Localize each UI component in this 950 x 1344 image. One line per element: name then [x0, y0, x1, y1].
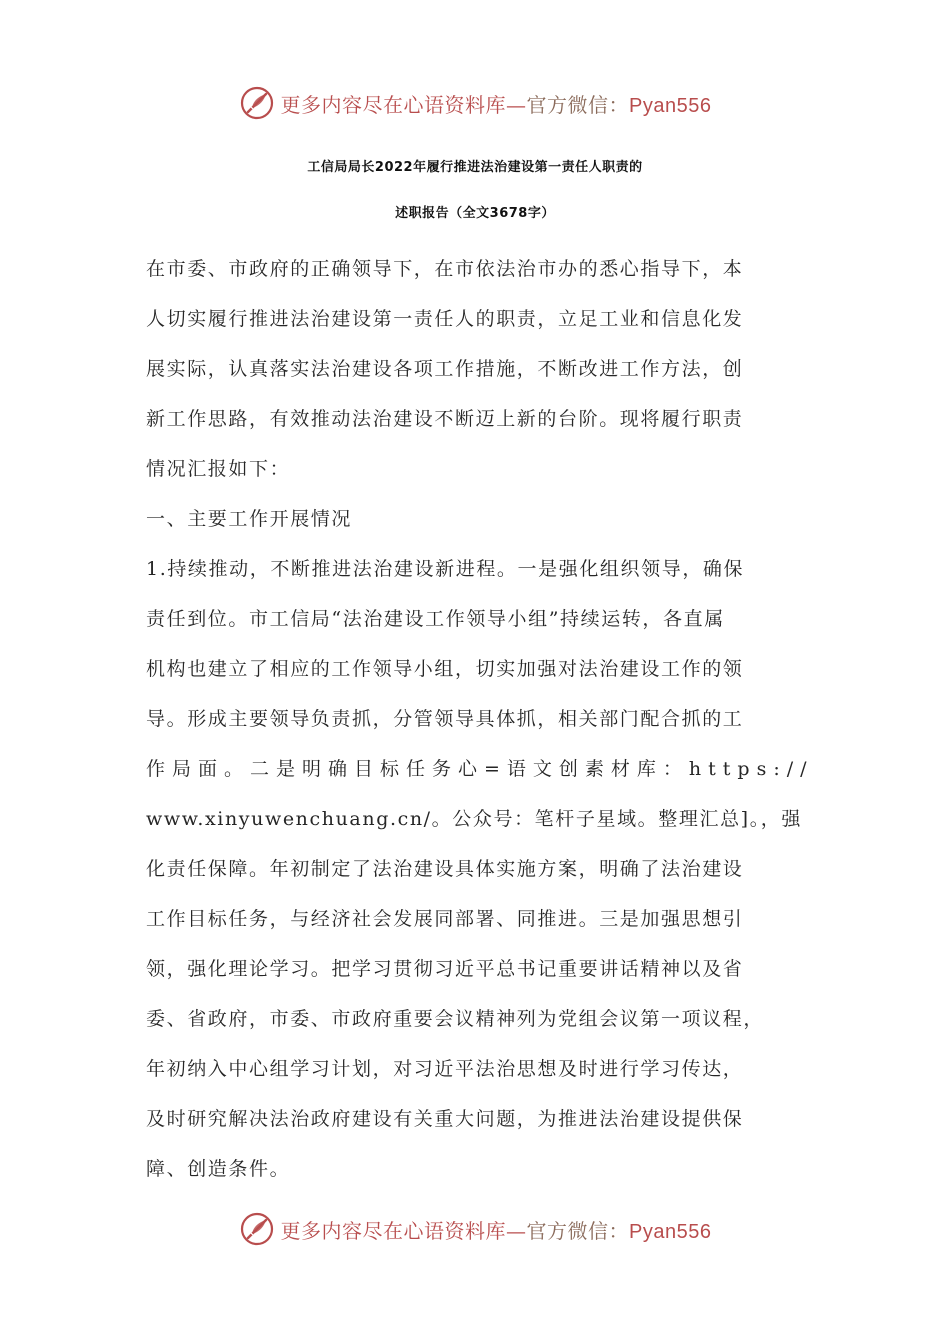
body-line: 障、创造条件。: [146, 1158, 291, 1180]
body-line: 及时研究解决法治政府建设有关重大问题，为推进法治建设提供保: [146, 1108, 744, 1130]
document-title-line-2: 述职报告（全文3678字）: [395, 206, 555, 221]
body-line: 人切实履行推进法治建设第一责任人的职责，立足工业和信息化发: [146, 308, 744, 330]
banner-sub-text: 官方微信：: [526, 92, 630, 117]
body-line: 化责任保障。年初制定了法治建设具体实施方案，明确了法治建设: [146, 858, 744, 880]
body-line: 工作目标任务，与经济社会发展同部署、同推进。三是加强思想引: [146, 908, 744, 930]
header-banner: [0, 83, 950, 123]
section-heading: 一、主要工作开展情况: [146, 508, 353, 530]
body-line: www.xinyuwenchuang.cn/。公众号：笔杆子星域。整理汇总]。，强: [146, 808, 802, 830]
banner-separator: —: [506, 92, 527, 117]
body-line: 领，强化理论学习。把学习贯彻习近平总书记重要讲话精神以及省: [146, 958, 744, 980]
feather-quill-logo-icon: [239, 85, 275, 121]
body-line: 情况汇报如下：: [146, 458, 291, 480]
banner-main-text: 更多内容尽在心语资料库: [280, 1218, 507, 1243]
body-line: 委、省政府，市委、市政府重要会议精神列为党组会议第一项议程，: [146, 1008, 765, 1030]
body-line: 导。形成主要领导负责抓，分管领导具体抓，相关部门配合抓的工: [146, 708, 744, 730]
body-line: 年初纳入中心组学习计划，对习近平法治思想及时进行学习传达，: [146, 1058, 744, 1080]
banner-separator: —: [506, 1218, 527, 1243]
banner-wechat-id: Pyan556: [629, 1220, 712, 1243]
body-line: 机构也建立了相应的工作领导小组，切实加强对法治建设工作的领: [146, 658, 744, 680]
banner-main-text: 更多内容尽在心语资料库: [280, 92, 507, 117]
body-line: 作局面。二是明确目标任务心=语文创素材库：https://: [146, 758, 814, 780]
body-line: 在市委、市政府的正确领导下，在市依法治市办的悉心指导下，本: [146, 258, 744, 280]
body-line: 展实际，认真落实法治建设各项工作措施，不断改进工作方法，创: [146, 358, 744, 380]
body-line: 新工作思路，有效推动法治建设不断迈上新的台阶。现将履行职责: [146, 408, 744, 430]
feather-quill-logo-icon: [239, 1211, 275, 1247]
banner-sub-text: 官方微信：: [526, 1218, 630, 1243]
document-title-line-1: 工信局局长2022年履行推进法治建设第一责任人职责的: [307, 160, 643, 175]
footer-banner: [0, 1209, 950, 1249]
body-line: 1.持续推动，不断推进法治建设新进程。一是强化组织领导，确保: [146, 558, 745, 580]
banner-wechat-id: Pyan556: [629, 94, 712, 117]
body-line: 责任到位。市工信局“法治建设工作领导小组”持续运转，各直属: [146, 608, 725, 630]
